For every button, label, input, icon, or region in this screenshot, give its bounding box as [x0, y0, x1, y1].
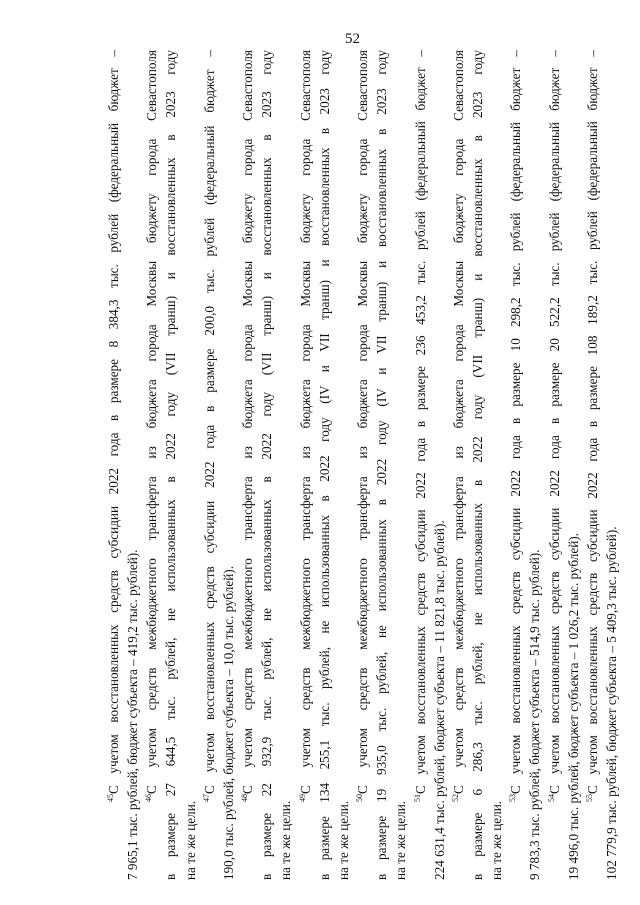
footnote-line: $^{49}$С учетом средств межбюджетного трансферта из бюджета города Москвы бюджету города Севастополя [297, 50, 313, 802]
footnote-line: $^{55}$С учетом восстановленных средств субсидии 2022 года в размере 108 189,2 тыс. рублей (федеральный бюджет – [584, 50, 600, 802]
footnote-marker: 46 [144, 794, 154, 802]
footnote-line: 102 779,9 тыс. рублей, бюджет субъекта – 5 409,3 тыс. рублей). [604, 526, 620, 880]
footnote-45 [104, 50, 142, 880]
footnote-line: в размере 134 255,1 тыс. рублей, не использованных в 2022 году (IV и VII транш) и восстановленных в 2023 году [316, 50, 332, 880]
footnote-line: в размере 6 286,3 тыс. рублей, не использованных в 2022 году (VII транш) и восстановленных в 2023 году [469, 50, 485, 880]
footnote-line: на те же цели. [335, 800, 351, 880]
footnote-marker: 49 [297, 794, 307, 802]
footnote-52 [449, 50, 506, 880]
footnote-line: 224 631,4 тыс. рублей, бюджет субъекта – 11 821,8 тыс. рублей). [431, 520, 447, 880]
footnote-line: 190,0 тыс. рублей, бюджет субъекта – 10,0 тыс. рублей). [220, 566, 236, 880]
footnote-line: $^{51}$С учетом восстановленных средств субсидии 2022 года в размере 236 453,2 тыс. рублей (федеральный бюджет – [412, 50, 428, 802]
footnote-51 [411, 50, 449, 880]
footnote-line: на те же цели. [489, 800, 505, 880]
footnote-marker: 47 [201, 794, 211, 802]
footnote-54 [545, 50, 583, 880]
page-number: 52 [345, 31, 360, 47]
footnote-46 [142, 50, 199, 880]
footnote-line: в размере 22 932,9 тыс. рублей, не использованных в 2022 году (VII транш) и восстановленных в 2023 году [259, 50, 275, 880]
footnote-marker: 53 [508, 794, 518, 802]
footnote-line: в размере 19 935,0 тыс. рублей, не использованных в 2022 году (IV и VII транш) и восстановленных в 2023 году [374, 50, 390, 880]
footnote-line: $^{50}$С учетом средств межбюджетного трансферта из бюджета города Москвы бюджету города Севастополя [355, 50, 371, 802]
footnote-marker: 54 [546, 794, 556, 802]
footnote-line: $^{47}$С учетом восстановленных средств субсидии 2022 года в размере 200,0 тыс. рублей (федеральный бюджет – [201, 50, 217, 802]
footnote-marker: 48 [240, 794, 250, 802]
footnote-line: в размере 27 644,5 тыс. рублей, не использованных в 2022 году (VII транш) и восстановленных в 2023 году [163, 50, 179, 880]
footnote-marker: 55 [584, 794, 594, 802]
footnote-47 [200, 50, 238, 880]
footnote-line: $^{53}$С учетом восстановленных средств субсидии 2022 года в размере 10 298,2 тыс. рублей (федеральный бюджет – [508, 50, 524, 802]
footnote-line: 19 496,0 тыс. рублей, бюджет субъекта – 1 026,2 тыс. рублей). [565, 533, 581, 880]
footnote-50 [353, 50, 410, 880]
footnote-48 [238, 50, 295, 880]
footnote-line: 9 783,3 тыс. рублей, бюджет субъекта – 514,9 тыс. рублей). [527, 549, 543, 880]
footnote-line: $^{46}$С учетом средств межбюджетного трансферта из бюджета города Москвы бюджету города Севастополя [144, 50, 160, 802]
footnote-line: на те же цели. [182, 800, 198, 880]
footnote-53 [506, 50, 544, 880]
footnotes-block [104, 50, 621, 880]
footnote-line: на те же цели. [393, 800, 409, 880]
footnote-line: $^{48}$С учетом средств межбюджетного трансферта из бюджета города Москвы бюджету города Севастополя [240, 50, 256, 802]
footnote-49 [296, 50, 353, 880]
footnote-line: 7 965,1 тыс. рублей, бюджет субъекта – 419,2 тыс. рублей). [125, 549, 141, 880]
footnote-line: на те же цели. [278, 800, 294, 880]
footnote-line: $^{52}$С учетом средств межбюджетного трансферта из бюджета города Москвы бюджету города Севастополя [450, 50, 466, 802]
footnote-marker: 51 [412, 794, 422, 802]
footnote-55 [583, 50, 621, 880]
footnote-marker: 52 [450, 794, 460, 802]
footnote-line: $^{54}$С учетом восстановленных средств субсидии 2022 года в размере 20 522,2 тыс. рублей (федеральный бюджет – [546, 50, 562, 802]
footnote-marker: 45 [106, 794, 115, 802]
footnote-marker: 50 [355, 794, 365, 802]
footnote-line: $^{45}$С учетом восстановленных средств субсидии 2022 года в размере 8 384,3 тыс. рублей (федеральный бюджет – [106, 50, 121, 802]
